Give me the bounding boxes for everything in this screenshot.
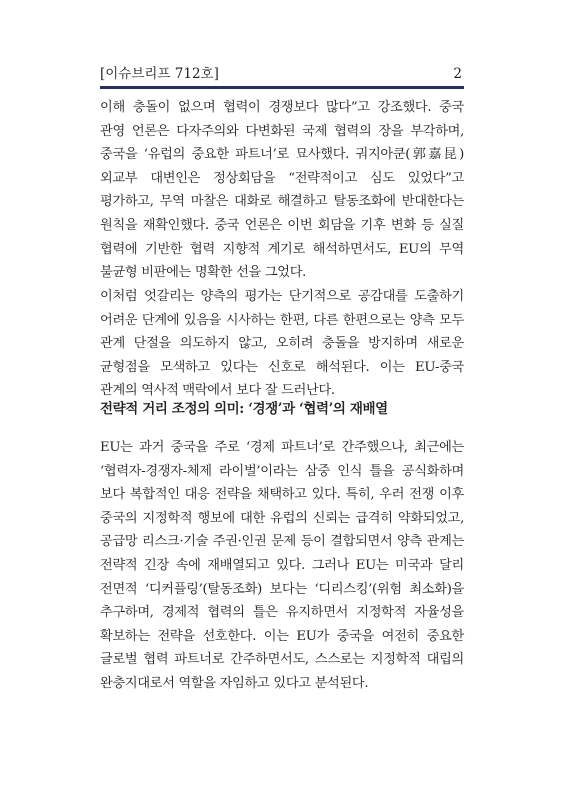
- header-rule: [100, 86, 464, 89]
- body-paragraph-1: 이해 충돌이 없으며 협력이 경쟁보다 많다”고 강조했다. 중국 관영 언론은 다자주의와 다변화된 국제 협력의 장을 부각하며, 중국을 ‘유럽의 중요한 파트너’로 묘사했다. 궈지아쿤(郭嘉昆) 외교부 대변인은 정상회담을 “전략적이고 심도 있었다”고 평가하고, 무역 마찰은 대화로 해결하고 탈동조화에 반대한다는 원칙을 재확인했다. 중국 언론은 이번 회담을 기후 변화 등 실질 협력에 기반한 협력 지향적 계기로 해석하면서도, EU의 무역 불균형 비판에는 명확한 선을 그었다.: [100, 100, 464, 281]
- page-header: [100, 62, 462, 82]
- issue-brief-title: [이슈브리프 712호]: [100, 66, 219, 82]
- section-heading: 전략적 거리 조정의 의미: ‘경쟁’과 ‘협력’의 재배열: [100, 401, 388, 417]
- body-paragraph-2: 이처럼 엇갈리는 양측의 평가는 단기적으로 공감대를 도출하기 어려운 단계에 있음을 시사하는 한편, 다른 한편으로는 양측 모두 관계 단절을 의도하지 않고, 오히려 충돌을 방지하며 새로운 균형점을 모색하고 있다는 신호로 해석된다. 이는 EU-중국 관계의 역사적 맥락에서 보다 잘 드러난다.: [100, 289, 464, 399]
- body-paragraph-3: EU는 과거 중국을 주로 ‘경제 파트너’로 간주했으나, 최근에는 ‘협력자-경쟁자-체제 라이벌’이라는 삼중 인식 틀을 공식화하며 보다 복합적인 대응 전략을 채택하고 있다. 특히, 우러 전쟁 이후 중국의 지정학적 행보에 대한 유럽의 신뢰는 급격히 약화되었고, 공급망 리스크·기술 주권·인권 문제 등이 결합되면서 양측 관계는 전략적 긴장 속에 재배열되고 있다. 그러나 EU는 미국과 달리 전면적 ‘디커플링’(탈동조화) 보다는 ‘디리스킹’(위험 최소화)을 추구하며, 경제적 협력의 틀은 유지하면서 지정학적 자율성을 확보하는 전략을 선호한다. 이는 EU가 중국을 여전히 중요한 글로벌 협력 파트너로 간주하면서도, 스스로는 지정학적 대립의 완충지대로서 역할을 자임하고 있다고 분석된다.: [100, 440, 464, 691]
- page-number: 2: [453, 66, 462, 82]
